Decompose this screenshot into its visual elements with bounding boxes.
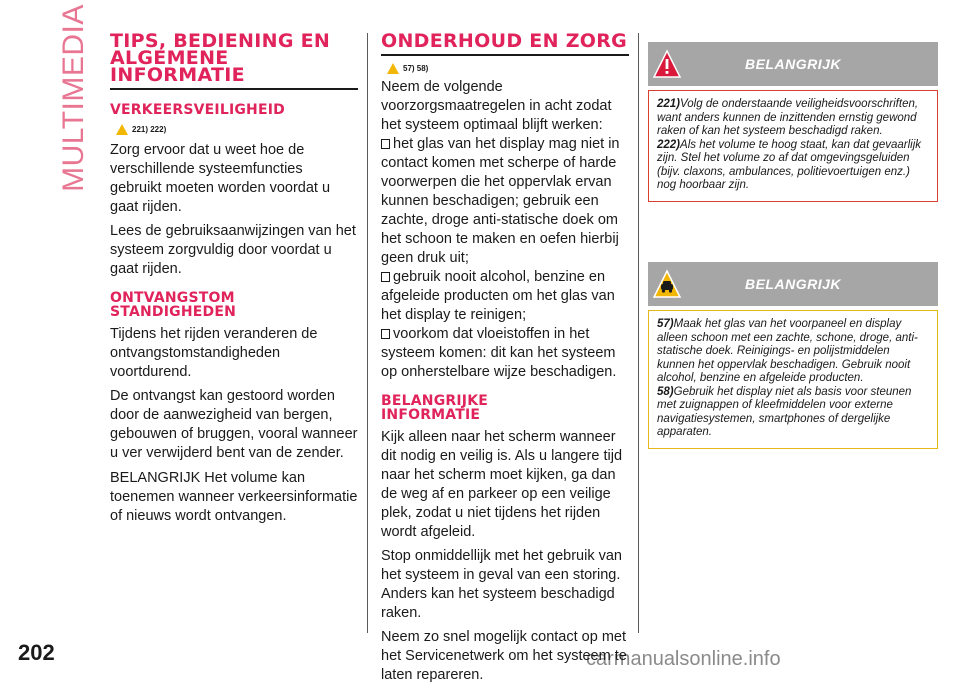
column-divider-1 — [367, 33, 368, 633]
column-divider-2 — [638, 33, 639, 633]
page-number: 202 — [18, 640, 55, 665]
car-caution-icon — [652, 268, 682, 300]
reference-marker: 57) 58) — [387, 60, 629, 76]
caution-box-body — [648, 310, 938, 449]
heading-tips-bediening: TIPS, BEDIENING EN ALGEMENE INFORMATIE — [110, 33, 358, 90]
checkbox-bullet-icon — [381, 329, 390, 339]
list-item: voorkom dat vloeistoffen in het systeem komen: dit kan het systeem op onherstelbare wijze beschadigen. — [381, 326, 617, 380]
section-label-text: MULTIMEDIA — [57, 4, 91, 192]
warning-item: 222)Als het volume te hoog staat, kan dat gevaarlijk zijn. Stel het volume zo af dat omgevingsgeluiden (bijv. claxons, ambulances, politievoertuigen enz.) nog hoorbaar zijn. — [657, 138, 922, 191]
paragraph: Lees de gebruiksaanwijzingen van het systeem zorgvuldig door voordat u gaat rijden. — [110, 223, 356, 277]
warning-item: 221)Volg de onderstaande veiligheidsvoorschriften, want anders kunnen de inzittenden ernstig gewond raken of kan het systeem beschadigd raken. — [657, 98, 919, 137]
column-2 — [381, 30, 629, 685]
caution-item: 58)Gebruik het display niet als basis voor steunen met zuignappen of kleefmiddelen voor externe navigatiesystemen, smartphones of dergelijke apparaten. — [657, 385, 912, 438]
heading-ontvangstomstandigheden: ONTVANGSTOM STANDIGHEDEN — [110, 290, 237, 320]
paragraph: Tijdens het rijden veranderen de ontvangstomstandigheden voortdurend. — [110, 326, 318, 380]
paragraph: Zorg ervoor dat u weet hoe de verschillende systeemfuncties gebruikt moeten worden voordat u gaat rijden. — [110, 142, 331, 215]
warning-triangle-icon — [387, 63, 399, 74]
paragraph: Neem zo snel mogelijk contact op met het Servicenetwerk om het systeem te laten repareren. — [381, 629, 627, 683]
caution-item: 57)Maak het glas van het voorpaneel en display alleen schoon met een zachte, schone, droge, anti-statische doek. Reinigings- en polijstmiddelen kunnen het oppervlak beschadigen. Gebruik nooit alcohol, benzine en afgeleide producten. — [657, 318, 918, 384]
warning-exclamation-icon — [652, 48, 682, 80]
section-side-label — [56, 4, 92, 192]
warning-box — [648, 42, 938, 202]
paragraph: Kijk alleen naar het scherm wanneer dit nodig en veilig is. Als u langere tijd naar het scherm moet kijken, ga dan de weg af en parkeer op een veilige plek, zodat u niet tijdens het rijden wordt afgeleid. — [381, 429, 623, 540]
paragraph: Neem de volgende voorzorgsmaatregelen in acht zodat het systeem optimaal blijft werken: — [381, 79, 612, 133]
list-item: het glas van het display mag niet in contact komen met scherpe of harde voorwerpen die het oppervlak ervan kunnen beschadigen; gebruik een zachte, droge anti-statische doek om het schoon te maken en oefen hierbij geen druk uit; — [381, 136, 620, 266]
watermark: carmanualsonline.info — [586, 648, 781, 670]
warning-box-header — [648, 42, 938, 86]
column-1 — [110, 30, 358, 526]
paragraph: BELANGRIJK Het volume kan toenemen wanneer verkeersinformatie of nieuws wordt ontvangen. — [110, 470, 358, 524]
caution-box-title: BELANGRIJK — [744, 276, 841, 292]
caution-box — [648, 262, 938, 449]
checkbox-bullet-icon — [381, 139, 390, 149]
list-item: gebruik nooit alcohol, benzine en afgeleide producten om het glas van het display te reinigen; — [381, 269, 615, 323]
heading-onderhoud-en-zorg: ONDERHOUD EN ZORG — [381, 33, 629, 56]
warning-box-title: BELANGRIJK — [744, 56, 841, 72]
heading-belangrijke-informatie: BELANGRIJKE INFORMATIE — [381, 393, 489, 423]
checkbox-bullet-icon — [381, 272, 390, 282]
warning-box-body — [648, 90, 938, 202]
paragraph: De ontvangst kan gestoord worden door de aanwezigheid van bergen, gebouwen of bruggen, vooral wanneer u ver verwijderd bent van de zender. — [110, 388, 358, 461]
reference-marker: 221) 222) — [116, 121, 358, 137]
warning-triangle-icon — [116, 124, 128, 135]
paragraph: Stop onmiddellijk met het gebruik van het systeem in geval van een storing. Anders kan het systeem beschadigd raken. — [381, 548, 622, 621]
caution-box-header — [648, 262, 938, 306]
heading-verkeersveiligheid: VERKEERSVEILIGHEID — [110, 102, 285, 118]
